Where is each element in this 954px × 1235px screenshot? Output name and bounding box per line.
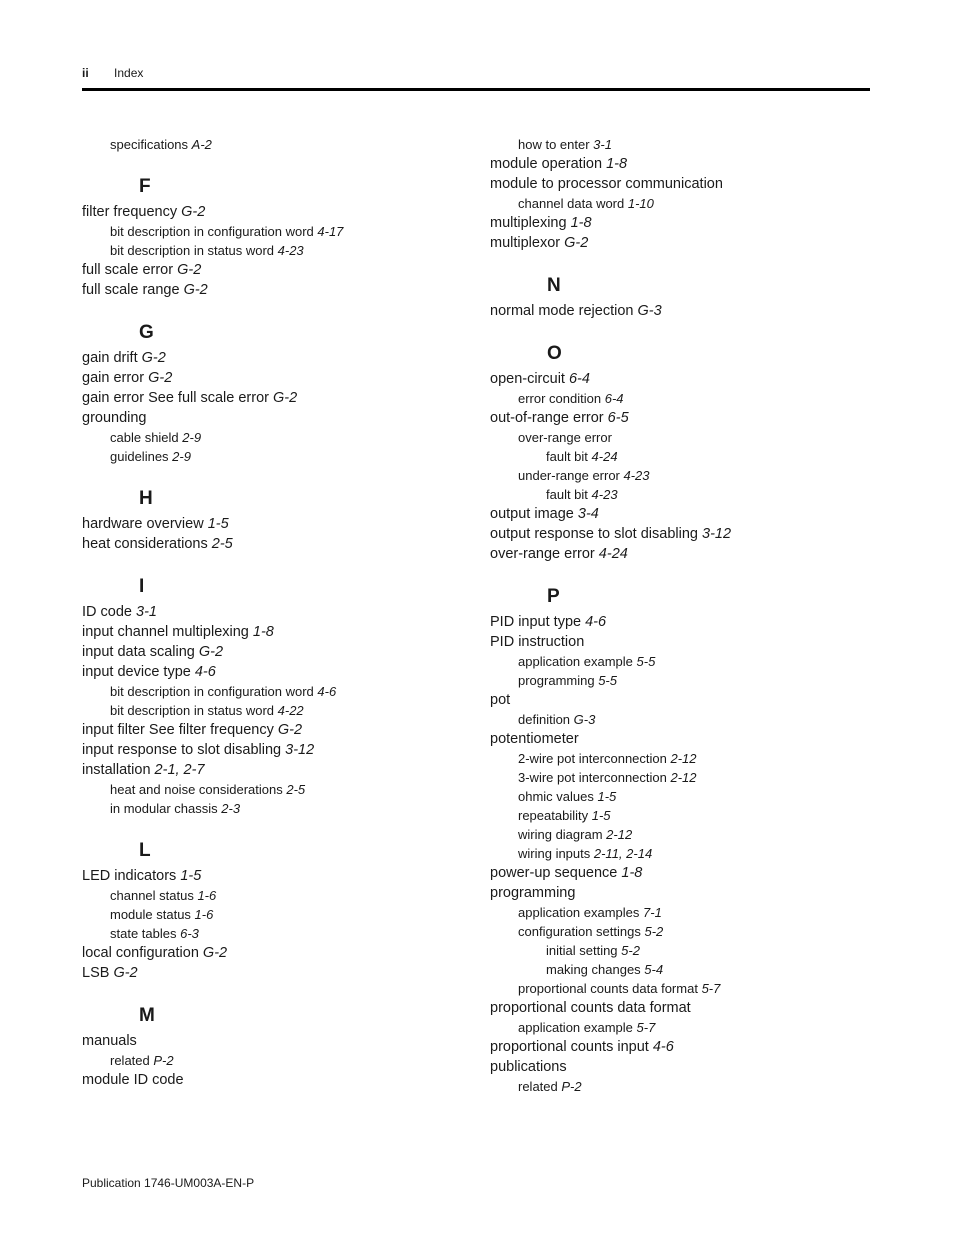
index-entry: [490, 301, 890, 321]
page-reference: 6-3: [180, 926, 199, 941]
index-entry: [490, 466, 890, 485]
index-entry: [490, 213, 890, 233]
index-term: output response to slot disabling: [490, 526, 702, 542]
index-entry: [82, 886, 482, 905]
index-letter-heading: M: [139, 1005, 155, 1026]
index-term: how to enter: [518, 137, 594, 152]
page-reference: G-2: [277, 722, 303, 738]
index-term: bit description in status word: [110, 243, 278, 258]
page-reference: G-2: [177, 262, 202, 278]
index-term: PID input type: [490, 614, 586, 630]
index-term: over-range error: [490, 546, 599, 562]
page-reference: 3-12: [285, 742, 315, 758]
page-reference: G-2: [564, 235, 589, 251]
index-term: open-circuit: [490, 371, 569, 387]
index-term: input device type: [82, 664, 195, 680]
page-reference: 4-22: [277, 703, 304, 718]
index-entry: [82, 202, 482, 222]
index-term: 3-wire pot interconnection: [518, 770, 671, 785]
index-term: grounding: [82, 410, 147, 426]
index-entry: [82, 280, 482, 300]
index-term: manuals: [82, 1033, 137, 1049]
index-entry: [82, 943, 482, 963]
index-term: cable shield: [110, 430, 183, 445]
page-reference: 4-23: [591, 487, 618, 502]
index-term: module ID code: [82, 1072, 184, 1088]
index-entry: [490, 389, 890, 408]
index-entry: [82, 408, 482, 428]
page-reference: 1-6: [197, 888, 217, 903]
index-term: multiplexor: [490, 235, 565, 251]
index-entry: [490, 1037, 890, 1057]
section-title: Index: [114, 66, 144, 80]
index-entry: [82, 135, 482, 154]
index-term: configuration settings: [518, 924, 645, 939]
index-term: bit description in configuration word: [110, 684, 318, 699]
index-term: LED indicators: [82, 868, 181, 884]
index-term: wiring diagram: [518, 827, 607, 842]
index-letter-heading: P: [547, 586, 560, 607]
page-reference: G-2: [273, 390, 298, 406]
page-reference: 1-5: [180, 868, 202, 884]
page-reference: 7-1: [643, 905, 662, 920]
index-term: specifications: [110, 137, 192, 152]
index-term: fault bit: [546, 449, 592, 464]
index-entry: [82, 740, 482, 760]
index-term: application example: [518, 654, 637, 669]
index-entry: [82, 1031, 482, 1051]
index-letter-heading: O: [547, 343, 562, 364]
index-term: programming: [490, 885, 576, 901]
index-entry: [82, 780, 482, 799]
page-header: [82, 66, 143, 80]
page-reference: 4-6: [194, 664, 216, 680]
index-entry: [490, 1057, 890, 1077]
index-entry: [490, 174, 890, 194]
index-term: module status: [110, 907, 195, 922]
publication-footer: Publication 1746-UM003A-EN-P: [82, 1176, 255, 1190]
index-entry: [490, 652, 890, 671]
index-entry: [490, 408, 890, 428]
index-term: module to processor communication: [490, 176, 723, 192]
index-entry: [490, 485, 890, 504]
index-entry: [490, 806, 890, 825]
index-term: gain drift: [82, 350, 142, 366]
page-reference: 4-24: [598, 546, 628, 562]
index-entry: [82, 662, 482, 682]
index-term: LSB: [82, 965, 114, 981]
index-term: output image: [490, 506, 578, 522]
index-entry: [82, 1070, 482, 1090]
index-entry: [490, 998, 890, 1018]
index-entry: [82, 642, 482, 662]
page-reference: 6-5: [607, 410, 629, 426]
page-reference: G-2: [183, 282, 208, 298]
index-term: wiring inputs: [518, 846, 594, 861]
index-term: definition: [518, 712, 574, 727]
index-entry: [490, 369, 890, 389]
index-entry: [82, 222, 482, 241]
index-entry: [490, 979, 890, 998]
index-entry: [82, 720, 482, 740]
index-entry: [490, 768, 890, 787]
page-reference: 2-3: [221, 801, 241, 816]
index-term: under-range error: [518, 468, 624, 483]
index-term: 2-wire pot interconnection: [518, 751, 671, 766]
page-reference: 4-23: [623, 468, 650, 483]
index-entry: [490, 524, 890, 544]
index-term: ID code: [82, 604, 136, 620]
index-letter-heading: L: [139, 840, 151, 861]
index-entry: [82, 924, 482, 943]
page-reference: G-2: [141, 350, 166, 366]
index-entry: [490, 544, 890, 564]
index-term: bit description in configuration word: [110, 224, 318, 239]
index-letter-heading: H: [139, 488, 153, 509]
index-term: proportional counts input: [490, 1039, 653, 1055]
index-letter-heading: N: [547, 275, 561, 296]
page-reference: 4-23: [277, 243, 304, 258]
page-reference: 2-12: [670, 751, 697, 766]
index-entry: [82, 1051, 482, 1070]
index-term: input data scaling: [82, 644, 199, 660]
index-entry: [82, 241, 482, 260]
page-reference: 2-12: [670, 770, 697, 785]
page-reference: 5-2: [621, 943, 640, 958]
index-letter-heading: G: [139, 322, 154, 343]
page-reference: 4-24: [591, 449, 618, 464]
index-entry: [490, 194, 890, 213]
header-rule: [82, 88, 870, 91]
index-entry: [82, 799, 482, 818]
page-reference: 1-5: [597, 789, 617, 804]
index-entry: [82, 682, 482, 701]
index-term: heat and noise considerations: [110, 782, 287, 797]
index-term: related: [110, 1053, 154, 1068]
index-entry: [82, 514, 482, 534]
index-entry: [490, 428, 890, 447]
index-entry: [490, 787, 890, 806]
index-entry: [82, 866, 482, 886]
page-reference: 2-12: [606, 827, 633, 842]
index-entry: [82, 622, 482, 642]
page-reference: G-3: [573, 712, 596, 727]
page-reference: 3-12: [702, 526, 732, 542]
index-term: pot: [490, 692, 511, 708]
index-term: repeatability: [518, 808, 592, 823]
index-column-left: [82, 135, 482, 1090]
page-reference: 1-6: [194, 907, 214, 922]
index-entry: [82, 602, 482, 622]
index-entry: [490, 903, 890, 922]
index-term: publications: [490, 1059, 567, 1075]
index-term: in modular chassis: [110, 801, 222, 816]
page-reference: 1-5: [591, 808, 611, 823]
index-entry: [82, 368, 482, 388]
index-entry: [82, 428, 482, 447]
page-reference: 5-5: [598, 673, 617, 688]
index-entry: [490, 710, 890, 729]
index-entry: [490, 825, 890, 844]
index-term: normal mode rejection: [490, 303, 638, 319]
index-term: application examples: [518, 905, 644, 920]
page-reference: 2-9: [182, 430, 202, 445]
page-reference: 5-7: [636, 1020, 656, 1035]
index-term: power-up sequence: [490, 865, 622, 881]
index-term: bit description in status word: [110, 703, 278, 718]
page-reference: 2-11, 2-14: [593, 846, 653, 861]
index-term: making changes: [546, 962, 645, 977]
index-term: gain error: [82, 370, 149, 386]
index-term: fault bit: [546, 487, 592, 502]
index-letter-heading: F: [139, 176, 151, 197]
index-entry: [490, 729, 890, 749]
index-entry: [82, 260, 482, 280]
index-term: state tables: [110, 926, 181, 941]
index-entry: [490, 632, 890, 652]
index-entry: [490, 1018, 890, 1037]
index-entry: [490, 941, 890, 960]
page-reference: G-2: [198, 644, 224, 660]
index-entry: [490, 135, 890, 154]
page-reference: G-2: [148, 370, 173, 386]
page-reference: 3-1: [136, 604, 157, 620]
index-entry: [82, 905, 482, 924]
index-term: proportional counts data format: [490, 1000, 691, 1016]
index-entry: [490, 233, 890, 253]
page-reference: 2-9: [172, 449, 191, 464]
index-column-right: [490, 135, 890, 1096]
index-term: full scale error: [82, 262, 178, 278]
index-term: module operation: [490, 156, 607, 172]
index-entry: [490, 612, 890, 632]
index-entry: [490, 863, 890, 883]
page-reference: G-3: [637, 303, 662, 319]
index-letter-heading: I: [139, 576, 145, 597]
page-reference: 3-1: [593, 137, 612, 152]
index-term: programming: [518, 673, 599, 688]
page-reference: 2-1, 2-7: [154, 762, 205, 778]
index-term: ohmic values: [518, 789, 598, 804]
page-reference: 3-4: [577, 506, 599, 522]
index-term: application example: [518, 1020, 637, 1035]
page-reference: A-2: [191, 137, 212, 152]
page-reference: 1-10: [627, 196, 654, 211]
index-entry: [490, 749, 890, 768]
page-reference: 1-8: [252, 624, 274, 640]
page-reference: 4-6: [317, 684, 337, 699]
index-entry: [490, 1077, 890, 1096]
index-entry: [490, 671, 890, 690]
index-entry: [82, 701, 482, 720]
index-entry: [82, 534, 482, 554]
index-entry: [490, 844, 890, 863]
index-term: channel status: [110, 888, 198, 903]
page-reference: 5-2: [644, 924, 664, 939]
page-reference: 6-4: [568, 371, 590, 387]
index-term: input channel multiplexing: [82, 624, 253, 640]
index-term: installation: [82, 762, 155, 778]
index-term: input response to slot disabling: [82, 742, 286, 758]
index-entry: [82, 348, 482, 368]
page-reference: 4-6: [585, 614, 607, 630]
index-entry: [490, 883, 890, 903]
index-entry: [490, 504, 890, 524]
page-reference: G-2: [181, 204, 206, 220]
index-term: hardware overview: [82, 516, 208, 532]
index-entry: [490, 690, 890, 710]
page-reference: 1-8: [606, 156, 628, 172]
index-term: initial setting: [546, 943, 622, 958]
index-term: out-of-range error: [490, 410, 608, 426]
page-reference: P-2: [153, 1053, 174, 1068]
index-term: error condition: [518, 391, 605, 406]
page-reference: G-2: [113, 965, 138, 981]
page-reference: 2-5: [211, 536, 233, 552]
page-reference: 4-6: [652, 1039, 674, 1055]
page-reference: G-2: [202, 945, 228, 961]
index-term: proportional counts data format: [518, 981, 702, 996]
index-term: multiplexing: [490, 215, 571, 231]
page-reference: 5-7: [701, 981, 721, 996]
page-reference: 5-4: [644, 962, 664, 977]
page-number: ii: [82, 66, 89, 80]
index-term: guidelines: [110, 449, 173, 464]
index-entry: [490, 447, 890, 466]
index-term: local configuration: [82, 945, 203, 961]
index-entry: [82, 388, 482, 408]
page-reference: 4-17: [317, 224, 344, 239]
index-entry: [82, 447, 482, 466]
index-entry: [490, 960, 890, 979]
index-term: channel data word: [518, 196, 628, 211]
index-term: filter frequency: [82, 204, 182, 220]
index-term: over-range error: [518, 430, 612, 445]
index-entry: [490, 154, 890, 174]
index-entry: [490, 922, 890, 941]
index-term: related: [518, 1079, 562, 1094]
index-entry: [82, 963, 482, 983]
index-term: full scale range: [82, 282, 184, 298]
page-reference: P-2: [561, 1079, 582, 1094]
index-term: PID instruction: [490, 634, 585, 650]
index-entry: [82, 760, 482, 780]
index-term: gain error See full scale error: [82, 390, 273, 406]
index-term: input filter See filter frequency: [82, 722, 278, 738]
page-reference: 2-5: [286, 782, 306, 797]
page-reference: 1-8: [621, 865, 643, 881]
page-reference: 5-5: [636, 654, 656, 669]
page-reference: 1-5: [207, 516, 229, 532]
page-reference: 1-8: [570, 215, 592, 231]
index-term: heat considerations: [82, 536, 212, 552]
index-term: potentiometer: [490, 731, 579, 747]
page-reference: 6-4: [604, 391, 624, 406]
